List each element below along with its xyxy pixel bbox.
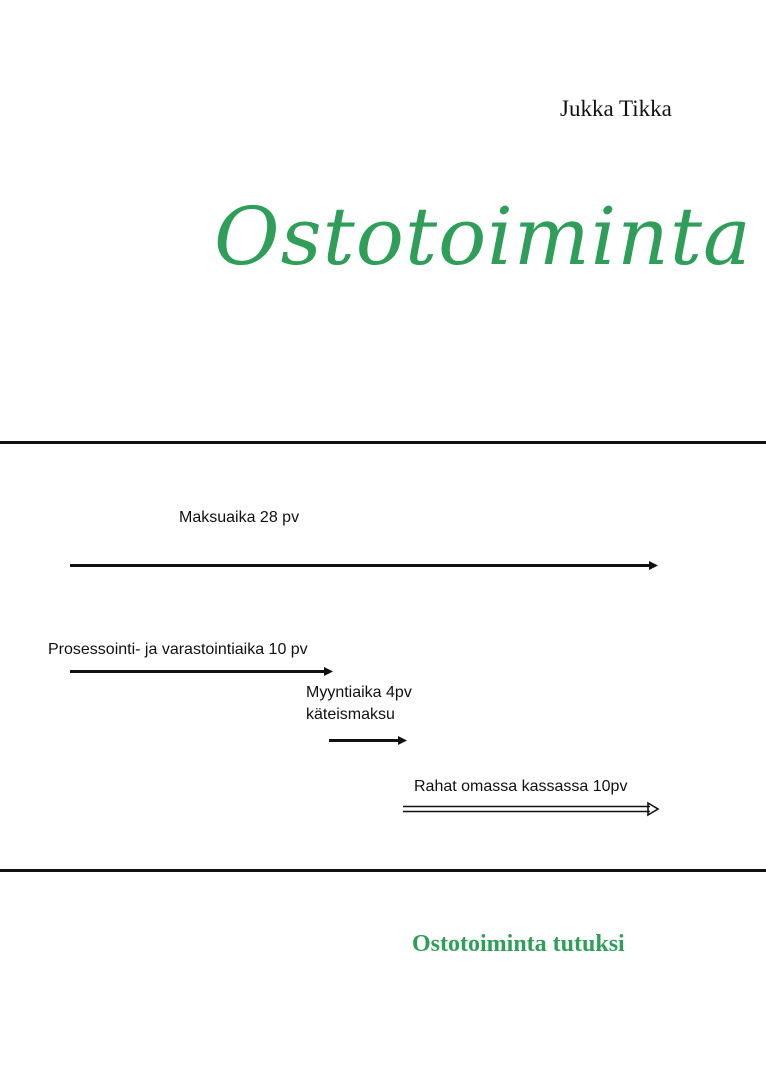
maksuaika-arrow bbox=[70, 561, 658, 570]
book-subtitle: Ostotoiminta tutuksi bbox=[412, 931, 625, 957]
bottom-divider bbox=[0, 869, 766, 872]
timeline-arrows bbox=[0, 490, 766, 840]
rahat-double-arrow bbox=[403, 803, 658, 815]
author-name: Jukka Tikka bbox=[560, 96, 672, 121]
timeline-diagram bbox=[0, 490, 766, 840]
myyntiaika-arrow bbox=[329, 736, 407, 745]
kateismaksu-label: käteismaksu bbox=[306, 706, 395, 723]
maksuaika-label: Maksuaika 28 pv bbox=[179, 509, 300, 526]
rahat-label: Rahat omassa kassassa 10pv bbox=[414, 778, 628, 795]
top-divider bbox=[0, 441, 766, 444]
prosessointi-label: Prosessointi- ja varastointiaika 10 pv bbox=[48, 641, 308, 658]
book-title: Ostotoiminta bbox=[214, 190, 752, 283]
prosessointi-arrow bbox=[70, 667, 333, 676]
myyntiaika-label: Myyntiaika 4pv bbox=[306, 684, 412, 701]
